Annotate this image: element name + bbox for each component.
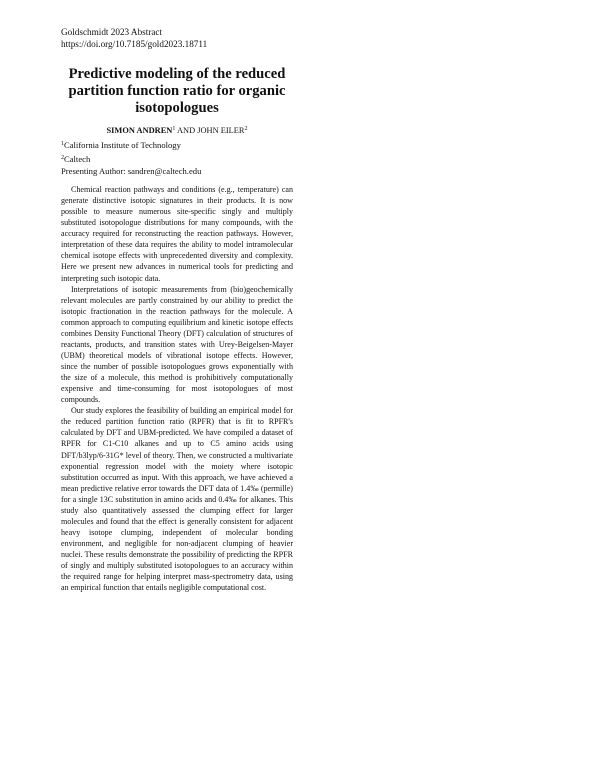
paragraph-2: Interpretations of isotopic measurements from (bio)geochemically relevant molecules are partly constrained by our ability to predict the isotopic fractionation in the reaction pathways for the molecule. A common approach to computing equilibrium and kinetic isotope effects combines Density Functional Theory (DFT) calculation of structures of reactants, products, and transition states with Urey-Beigelsen-Mayer (UBM) theoretical models of vibrational isotope effects. However, since the number of possible isotopologues grows exponentially with the size of a molecule, this method is prohibitively computationally expensive and time-consuming for most isotopologues of most compounds. [61,284,293,405]
doi-link[interactable]: https://doi.org/10.7185/gold2023.18711 [61,39,208,49]
presenting-author: Presenting Author: sandren@caltech.edu [61,166,202,176]
author-line [61,124,293,136]
page-header [61,26,207,50]
abstract-body [61,184,293,593]
affiliations [61,138,301,178]
affiliation-1-marker: 1 [61,141,64,147]
paragraph-3: Our study explores the feasibility of building an empirical model for the reduced partition function ratio (RPFR) that is fit to RPFR's calculated by DFT and UBM-predicted. We have compiled a dataset of RPFR for C1-C10 alkanes and up to C5 amino acids using DFT/b3lyp/6-31G* level of theory. Then, we constructed a multivariate exponential regression model with the moiety where isotopic substitution occurred as input. With this approach, we have achieved a mean predictive relative error towards the DFT data of 1.4‰ (permille) for a single 13C substitution in amino acids and 0.4‰ for alkanes. This study also quantitatively assessed the clumping effect for larger molecules and found that the effect is generally consistent for adjacent heavy isotope clumping, independent of molecular bonding environment, and negligible for non-adjacent clumping of heavier nuclei. These results demonstrate the possibility of predicting the RPFR of singly and multiply substituted isotopologues to an accuracy within the required range for helping interpret mass-spectrometry data, using an empirical function that entails negligible computational cost. [61,406,293,593]
conference-label: Goldschmidt 2023 Abstract [61,27,163,37]
affiliation-2-text: Caltech [64,153,91,164]
affiliation-1 [61,138,301,152]
paper-title: Predictive modeling of the reduced partition function ratio for organic isotopologues [68,66,286,116]
affiliation-1-text: California Institute of Technology [64,140,181,150]
author-andren-affil: 1 [172,126,176,132]
author-andren: SIMON ANDREN [106,126,173,135]
author-joiner: AND [175,126,198,135]
author-eiler: JOHN EILER [197,126,245,135]
affiliation-2 [61,152,301,166]
author-eiler-affil: 2 [244,126,248,132]
affiliation-2-marker: 2 [61,154,64,161]
paragraph-1: Chemical reaction pathways and conditions (e.g., temperature) can generate distinctive isotopic signatures in their products. It is now possible to measure numerous site-specific singly and multiply substituted isotopologue distributions for many compounds, with the accuracy required for reconstructing the reaction pathways. However, interpretation of these data requires the ability to model intramolecular chemical isotope effects with unprecedented diversity and complexity. Here we present new advances in numerical tools for predicting and interpreting such isotopic data. [61,185,293,283]
